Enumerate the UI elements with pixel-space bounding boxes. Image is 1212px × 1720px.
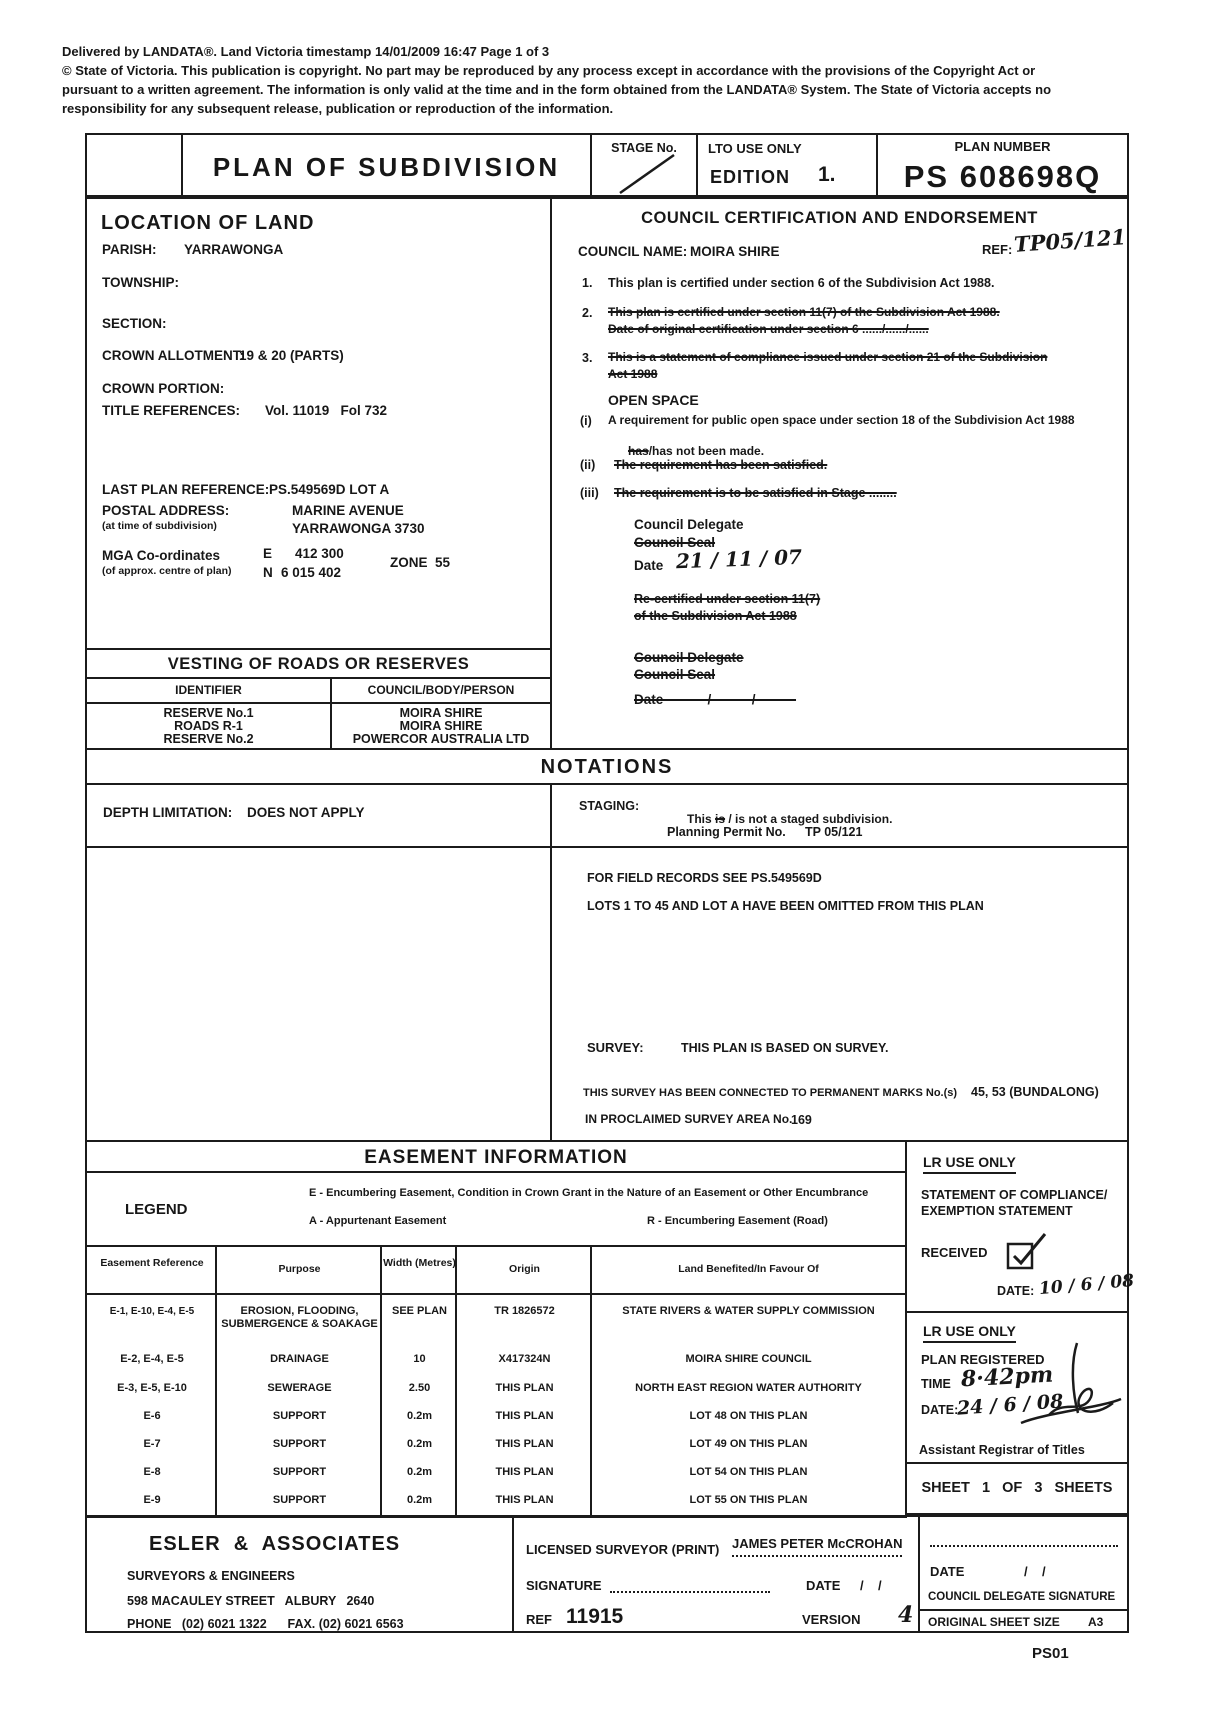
crown-portion-label: CROWN PORTION: (102, 381, 225, 396)
easement-ref: E-3, E-5, E-10 (117, 1382, 187, 1394)
easement-row (87, 1305, 905, 1331)
cert-item-1-number: 1. (582, 276, 593, 290)
vesting-col-body: COUNCIL/BODY/PERSON (367, 683, 515, 697)
edition-label: EDITION (710, 167, 791, 187)
lots-omitted-note: LOTS 1 TO 45 AND LOT A HAVE BEEN OMITTED FROM THIS PLAN (587, 899, 984, 913)
council-delegate-line-2: Council Delegate (634, 650, 744, 665)
postal-address-sublabel: (at time of subdivision) (102, 520, 217, 532)
recertified-line-2: of the Subdivision Act 1988 (634, 609, 797, 623)
registered-date-handwritten: 24 / 6 / 08 (956, 1390, 1065, 1420)
staging-struck-word: is (715, 811, 726, 826)
last-plan-reference-label: LAST PLAN REFERENCE: (102, 482, 270, 497)
council-name-label: COUNCIL NAME: (578, 244, 688, 259)
registered-date-label: DATE: (921, 1403, 959, 1417)
firm-name: ESLER & ASSOCIATES (149, 1533, 401, 1555)
licensed-surveyor-name: JAMES PETER McCROHAN (732, 1537, 902, 1557)
version-value-handwritten: 4 (898, 1602, 914, 1628)
parish-value: YARRAWONGA (184, 242, 284, 257)
easement-purpose: SUPPORT (272, 1438, 327, 1450)
staging-rest: / is not a staged subdivision. (725, 811, 893, 826)
cert-item-1-text: This plan is certified under section 6 of the Subdivision Act 1988. (608, 276, 995, 290)
planning-permit-label: Planning Permit No. (667, 825, 786, 839)
disclaimer-line-2: © State of Victoria. This publication is copyright. No part may be reproduced by any process except in accordance with the provisions of the Copyright Act or (62, 63, 1036, 78)
lr1-heading: LR USE ONLY (923, 1154, 1016, 1174)
easement-col-purpose: Purpose (278, 1263, 321, 1275)
mga-northing-label: N (263, 565, 273, 580)
title-references-value: Vol. 11019 Fol 732 (265, 403, 388, 418)
assistant-registrar-label: Assistant Registrar of Titles (919, 1443, 1085, 1457)
postal-address-line-1: MARINE AVENUE (292, 503, 404, 518)
depth-limitation-label: DEPTH LIMITATION: (103, 805, 233, 820)
easement-col-origin: Origin (509, 1263, 540, 1275)
section-label: SECTION: (102, 316, 167, 331)
permanent-marks-label: THIS SURVEY HAS BEEN CONNECTED TO PERMANENT MARKS No.(s) (583, 1087, 958, 1099)
easement-col-width: Width (Metres) (383, 1257, 456, 1269)
sheet-count-band (905, 1462, 1129, 1515)
easement-purpose: DRAINAGE (270, 1353, 329, 1365)
vesting-body-2: MOIRA SHIRE (399, 719, 483, 733)
easement-origin: X417324N (498, 1353, 551, 1365)
cert-item-2-line-1: This plan is certified under section 11(7) of the Subdivision Act 1988. (608, 305, 1000, 319)
location-heading: LOCATION OF LAND (101, 212, 315, 234)
easement-ref: E-8 (143, 1466, 161, 1478)
lr1-date-handwritten: 10 / 6 / 08 (1038, 1270, 1135, 1300)
council-delegate-line: Council Delegate (634, 517, 744, 532)
firm-subtitle: SURVEYORS & ENGINEERS (127, 1569, 295, 1583)
vesting-heading: VESTING OF ROADS OR RESERVES (167, 655, 470, 673)
notations-heading: NOTATIONS (540, 756, 674, 778)
staging-prefix: This (687, 811, 716, 826)
easement-ref: E-1, E-10, E-4, E-5 (109, 1306, 195, 1317)
field-records-note: FOR FIELD RECORDS SEE PS.549569D (587, 871, 822, 885)
mga-zone-value: ZONE 55 (390, 555, 451, 570)
vesting-identifier-3: RESERVE No.2 (163, 732, 254, 746)
easement-purpose: SUPPORT (272, 1494, 327, 1506)
easement-land: MOIRA SHIRE COUNCIL (685, 1353, 812, 1365)
easement-legend-band (85, 1171, 907, 1247)
proclaimed-survey-area-value: 169 (791, 1113, 812, 1127)
delegate-date-label: DATE (930, 1564, 965, 1579)
easement-ref: E-9 (143, 1494, 161, 1506)
easement-row (87, 1466, 905, 1479)
council-heading: COUNCIL CERTIFICATION AND ENDORSEMENT (641, 209, 1038, 227)
crown-allotment-value: 19 & 20 (PARTS) (239, 348, 344, 363)
easement-purpose: SEWERAGE (267, 1382, 332, 1394)
delegate-signature-line (930, 1545, 1118, 1547)
open-space-ii-number: (ii) (580, 458, 596, 472)
depth-limitation-value: DOES NOT APPLY (247, 805, 365, 820)
ref-label: REF (526, 1612, 552, 1627)
received-checkbox-checked (1005, 1230, 1051, 1272)
lr-use-only-compliance-box (905, 1140, 1135, 1313)
easement-origin: TR 1826572 (494, 1305, 555, 1317)
recertified-line-1: Re-certified under section 11(7) (634, 592, 821, 606)
easement-land: STATE RIVERS & WATER SUPPLY COMMISSION (622, 1305, 875, 1317)
vesting-body-1: MOIRA SHIRE (399, 706, 483, 720)
easement-row (87, 1410, 905, 1423)
easement-ref: E-7 (143, 1438, 161, 1450)
lto-edition-cell (696, 133, 878, 197)
easement-heading-band (85, 1140, 907, 1173)
recertified-date-line: Date ———/———/——— (634, 692, 797, 707)
ref-value: 11915 (566, 1605, 624, 1628)
parish-label: PARISH: (102, 242, 157, 257)
vesting-body-3: POWERCOR AUSTRALIA LTD (352, 732, 530, 746)
disclaimer-line-1: Delivered by LANDATA®. Land Victoria timestamp 14/01/2009 16:47 Page 1 of 3 (62, 44, 550, 59)
cert-item-2-number: 2. (582, 306, 593, 320)
easement-width: 0.2m (406, 1466, 433, 1478)
plan-number-cell (876, 133, 1129, 197)
stage-number-label: STAGE No. (611, 141, 677, 155)
easement-land: LOT 48 ON THIS PLAN (689, 1410, 808, 1422)
council-seal-line: Council Seal (634, 535, 716, 550)
easement-width: 10 (413, 1353, 426, 1365)
easement-purpose: SUPPORT (272, 1466, 327, 1478)
open-space-iii-text: The requirement is to be satisfied in Stage ........ (614, 486, 897, 500)
easement-heading: EASEMENT INFORMATION (364, 1147, 628, 1168)
council-ref-handwritten-value: TP05/121 (1013, 224, 1127, 257)
survey-label: SURVEY: (587, 1040, 644, 1055)
delegate-date-value: / / (1024, 1564, 1046, 1579)
plan-registered-label: PLAN REGISTERED (921, 1352, 1045, 1367)
legend-label: LEGEND (125, 1201, 188, 1218)
easement-land: LOT 49 ON THIS PLAN (689, 1438, 808, 1450)
easement-width: 0.2m (406, 1410, 433, 1422)
notations-heading-band (85, 748, 1129, 785)
postal-address-line-2: YARRAWONGA 3730 (292, 521, 425, 536)
open-space-iii-number: (iii) (580, 486, 599, 500)
legend-a-entry: A - Appurtenant Easement (309, 1215, 447, 1227)
statement-of-compliance-line-1: STATEMENT OF COMPLIANCE/ (921, 1188, 1108, 1202)
title-cell (181, 133, 592, 197)
cert-item-2-line-2: Date of original certification under section 6 ....../....../...... (608, 322, 929, 336)
disclaimer-line-3: pursuant to a written agreement. The information is only valid at the time and in the form obtained from the LANDATA® System. The State of Victoria accepts no (62, 82, 1052, 97)
easement-row (87, 1353, 905, 1366)
easement-land: LOT 55 ON THIS PLAN (689, 1494, 808, 1506)
mga-northing-value: 6 015 402 (281, 565, 342, 580)
proclaimed-survey-area-label: IN PROCLAIMED SURVEY AREA No. (585, 1112, 793, 1126)
council-certification-section (550, 197, 1129, 750)
title-references-label: TITLE REFERENCES: (102, 403, 241, 418)
easement-purpose: EROSION, FLOODING, SUBMERGENCE & SOAKAGE (221, 1305, 378, 1330)
legend-r-entry: R - Encumbering Easement (Road) (647, 1215, 828, 1227)
edition-value: 1. (818, 163, 836, 186)
township-label: TOWNSHIP: (102, 275, 179, 290)
council-ref-label: REF: (982, 242, 1013, 257)
vesting-identifier-1: RESERVE No.1 (163, 706, 254, 720)
open-space-heading: OPEN SPACE (608, 392, 699, 408)
easement-row (87, 1494, 905, 1507)
delegate-signature-label: COUNCIL DELEGATE SIGNATURE (928, 1591, 1116, 1603)
mga-coordinates-label: MGA Co-ordinates (102, 548, 220, 563)
sheet-size-label: ORIGINAL SHEET SIZE (928, 1615, 1060, 1629)
vesting-col-identifier: IDENTIFIER (175, 683, 242, 697)
landata-disclaimer (62, 42, 1157, 118)
licensed-surveyor-label: LICENSED SURVEYOR (PRINT) (526, 1542, 720, 1557)
plan-title: PLAN OF SUBDIVISION (212, 152, 561, 182)
easement-width: 2.50 (408, 1382, 431, 1394)
stage-number-cell (590, 133, 698, 197)
planning-permit-value: TP 05/121 (805, 825, 863, 839)
easement-purpose: SUPPORT (272, 1410, 327, 1422)
postal-address-label: POSTAL ADDRESS: (102, 503, 230, 518)
council-name-value: MOIRA SHIRE (690, 244, 780, 259)
vesting-column-header-row (85, 677, 552, 704)
easement-origin: THIS PLAN (495, 1410, 554, 1422)
plan-number-value: PS 608698Q (903, 159, 1102, 194)
easement-land: NORTH EAST REGION WATER AUTHORITY (635, 1382, 862, 1394)
sheet-size-value: A3 (1088, 1615, 1104, 1629)
crown-allotment-label: CROWN ALLOTMENT: (102, 348, 244, 363)
lr2-heading: LR USE ONLY (923, 1323, 1016, 1343)
lr1-date-label: DATE: (997, 1284, 1035, 1298)
surveyor-firm-box (85, 1515, 514, 1633)
form-page-code: PS01 (1032, 1645, 1069, 1662)
sheet-count-text: SHEET 1 OF 3 SHEETS (921, 1480, 1113, 1496)
notations-body (85, 783, 1129, 1142)
signature-line (610, 1591, 770, 1593)
easement-width: 0.2m (406, 1438, 433, 1450)
mga-easting-value: 412 300 (295, 546, 344, 561)
firm-phone-fax: PHONE (02) 6021 1322 FAX. (02) 6021 6563 (127, 1617, 404, 1631)
easement-width: 0.2m (406, 1494, 433, 1506)
last-plan-reference-value: PS.549569D LOT A (269, 482, 390, 497)
firm-address: 598 MACAULEY STREET ALBURY 2640 (127, 1594, 375, 1608)
staging-label: STAGING: (579, 799, 640, 813)
easement-origin: THIS PLAN (495, 1438, 554, 1450)
disclaimer-line-4: responsibility for any subsequent release, publication or reproduction of the information. (62, 101, 614, 116)
registrar-signature-scribble (1015, 1335, 1125, 1435)
vesting-identifier-2: ROADS R-1 (174, 719, 243, 733)
open-space-i-rest: /has not been made. (648, 443, 765, 458)
cert-item-3-line-2: Act 1988 (608, 367, 658, 381)
easement-row (87, 1382, 905, 1395)
cert-item-3-number: 3. (582, 351, 593, 365)
easement-origin: THIS PLAN (495, 1382, 554, 1394)
cert-item-3-line-1: This is a statement of compliance issued under section 21 of the Subdivision (608, 350, 1048, 364)
stage-slash-mark (610, 149, 682, 195)
open-space-i-line-1: A requirement for public open space under section 18 of the Subdivision Act 1988 (608, 413, 1075, 427)
vesting-heading-band (85, 648, 552, 679)
mga-coordinates-sublabel: (of approx. centre of plan) (102, 565, 232, 577)
version-label: VERSION (802, 1612, 861, 1627)
easement-table-body (85, 1293, 907, 1518)
licensed-surveyor-box (512, 1515, 920, 1633)
plan-number-label: PLAN NUMBER (954, 139, 1051, 154)
lto-use-only-label: LTO USE ONLY (708, 141, 802, 156)
surveyor-date-value: / / (860, 1578, 882, 1593)
council-delegate-signature-box (918, 1515, 1129, 1633)
registered-time-label: TIME (921, 1377, 951, 1391)
council-seal-line-2: Council Seal (634, 667, 716, 682)
title-corner-cell (85, 133, 183, 197)
received-label: RECEIVED (921, 1245, 988, 1260)
easement-origin: THIS PLAN (495, 1494, 554, 1506)
certification-date-handwritten: 21 / 11 / 07 (675, 544, 803, 574)
easement-origin: THIS PLAN (495, 1466, 554, 1478)
legend-e-entry: E - Encumbering Easement, Condition in Crown Grant in the Nature of an Easement or Other Encumbrance (309, 1187, 869, 1199)
open-space-i-struck-word: has (628, 443, 649, 458)
easement-row (87, 1438, 905, 1451)
location-of-land-section (85, 197, 552, 650)
easement-col-land: Land Benefited/In Favour Of (678, 1263, 819, 1275)
certification-date-label: Date (634, 558, 664, 573)
easement-land: LOT 54 ON THIS PLAN (689, 1466, 808, 1478)
easement-width: SEE PLAN (391, 1305, 447, 1317)
survey-value: THIS PLAN IS BASED ON SURVEY. (681, 1041, 889, 1055)
permanent-marks-value: 45, 53 (BUNDALONG) (971, 1085, 1099, 1099)
easement-table-header (85, 1245, 907, 1295)
vesting-data-row (85, 702, 552, 750)
statement-of-compliance-line-2: EXEMPTION STATEMENT (921, 1204, 1073, 1218)
easement-col-reference: Easement Reference (100, 1257, 204, 1269)
registered-time-handwritten: 8·42pm (960, 1361, 1054, 1393)
surveyor-date-label: DATE (806, 1578, 841, 1593)
mga-easting-label: E (263, 546, 273, 561)
easement-ref: E-2, E-4, E-5 (120, 1353, 184, 1365)
signature-label: SIGNATURE (526, 1578, 602, 1593)
lr-use-only-registration-box (905, 1311, 1129, 1464)
open-space-i-number: (i) (580, 414, 592, 428)
open-space-ii-text: The requirement has been satisfied. (614, 458, 828, 472)
easement-ref: E-6 (143, 1410, 161, 1422)
